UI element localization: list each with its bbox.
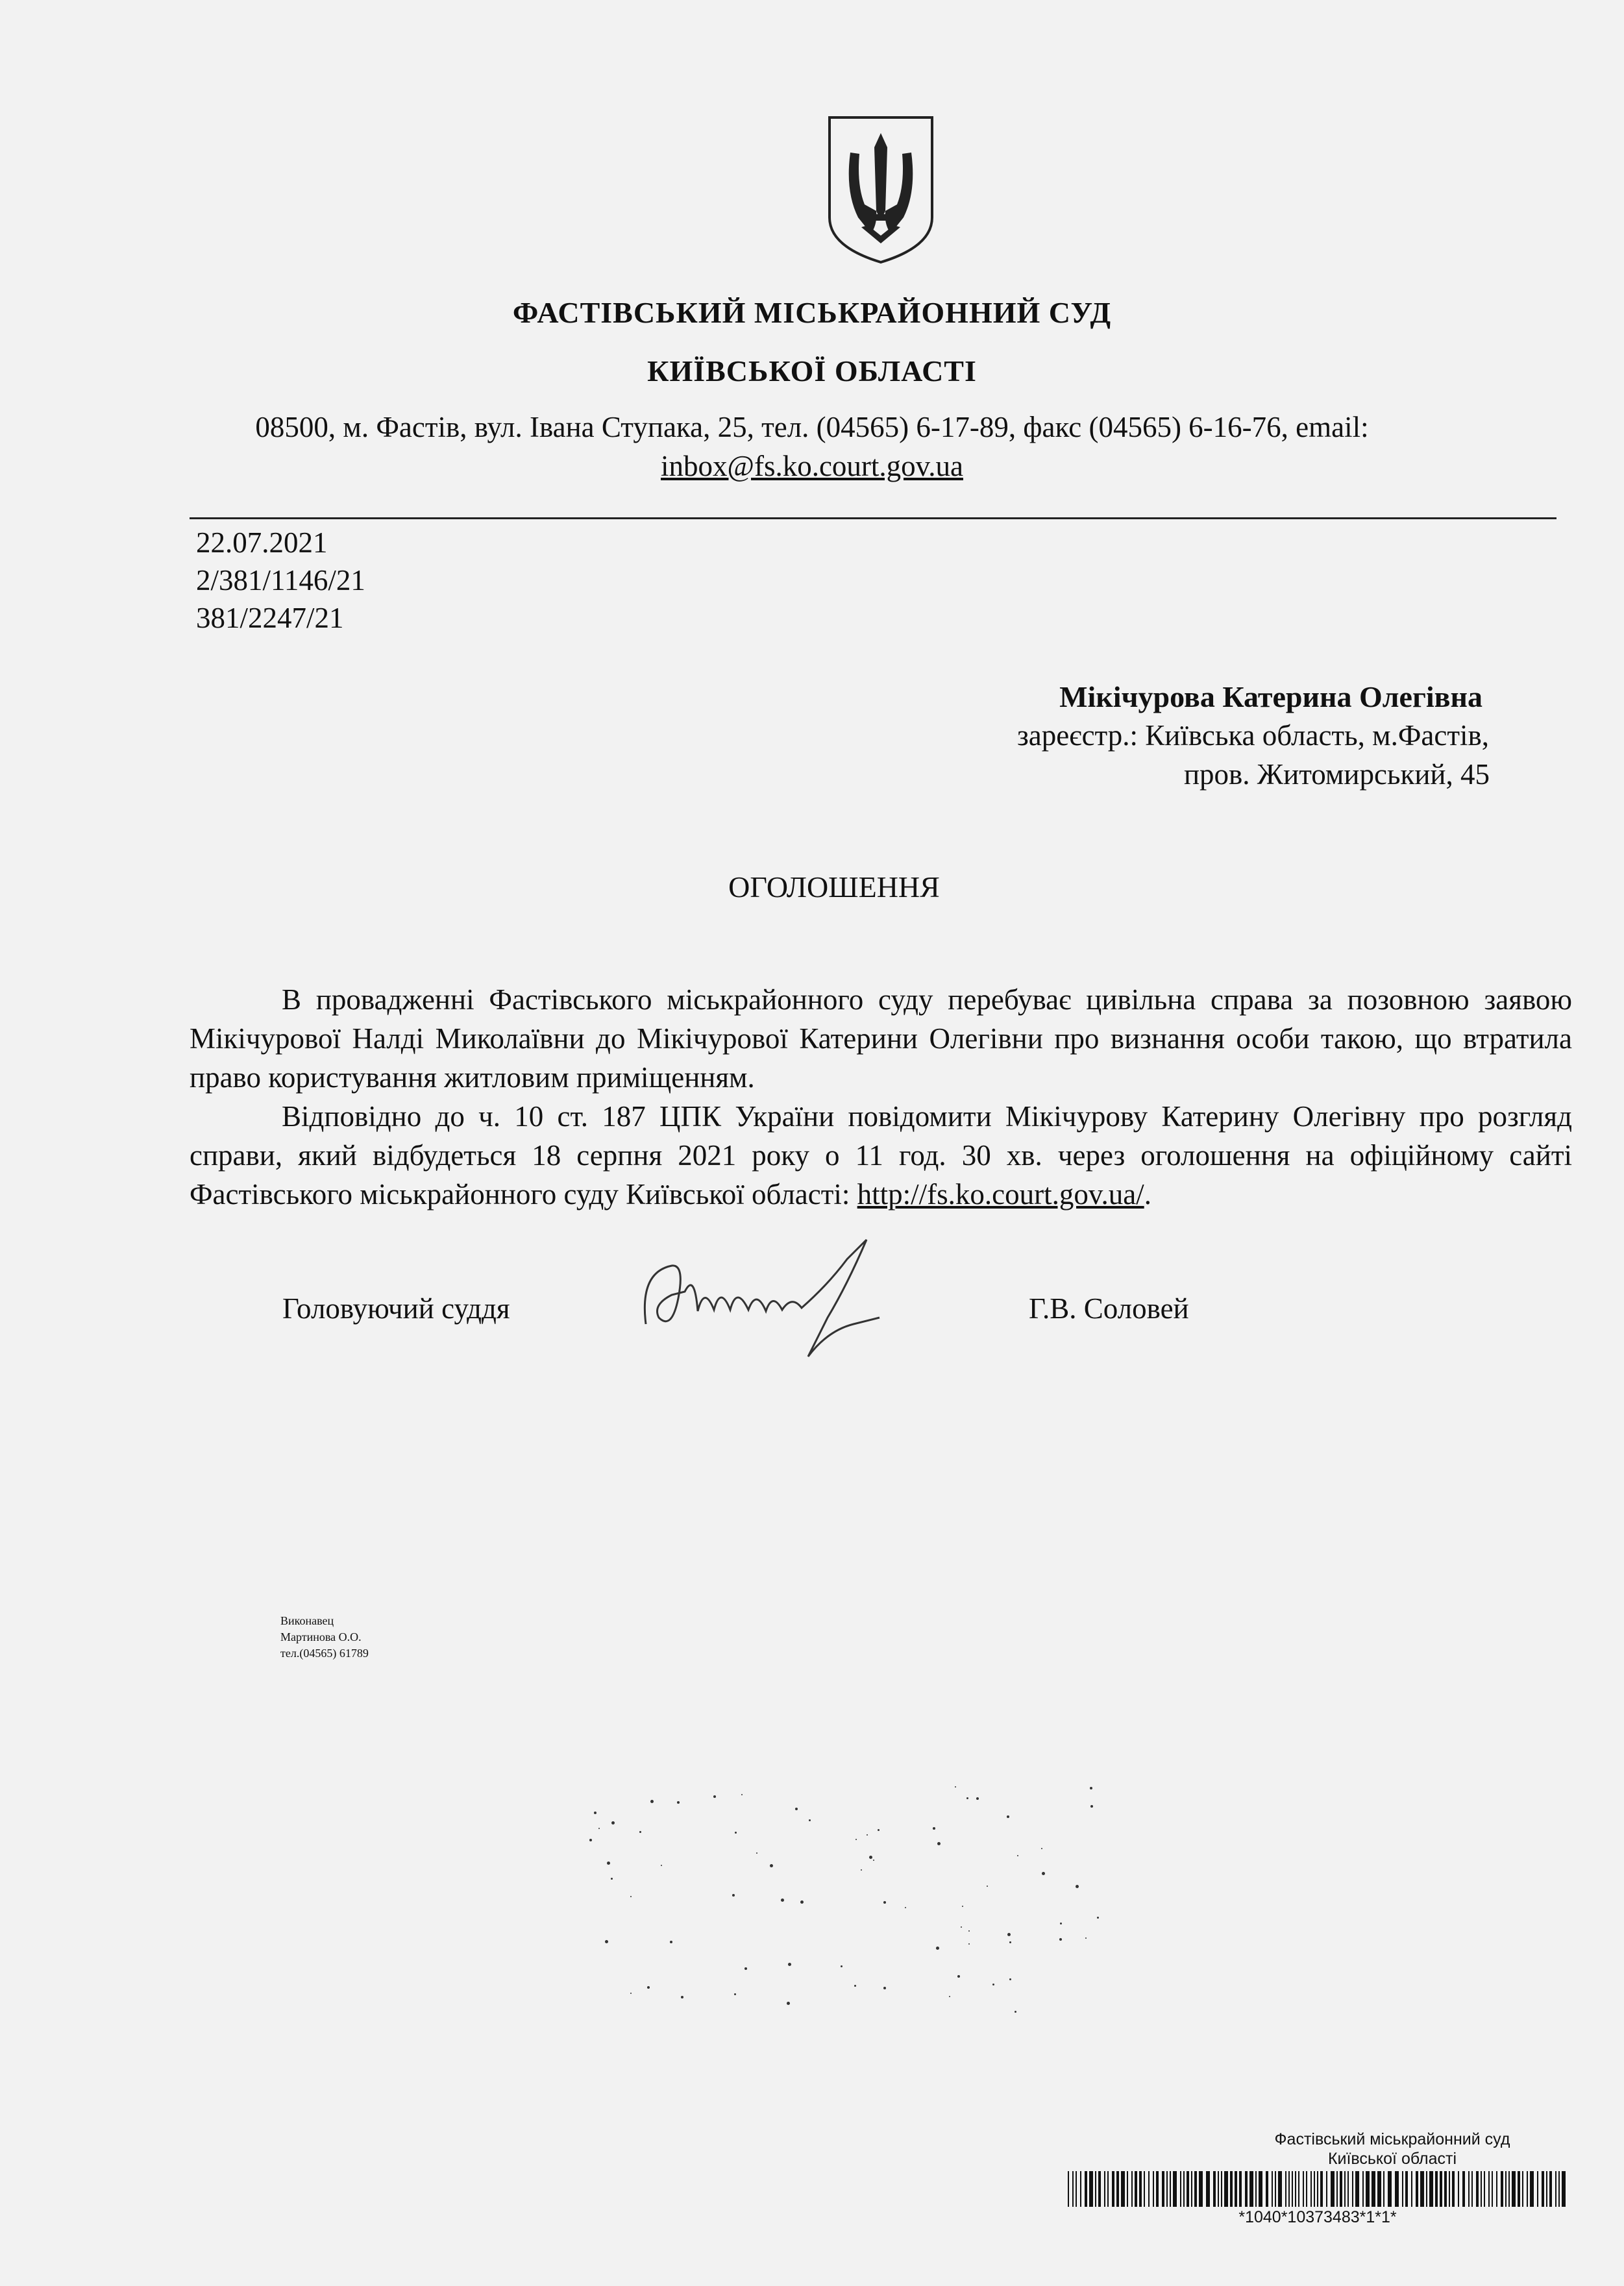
barcode-bar — [1501, 2171, 1503, 2207]
barcode-bar — [1068, 2171, 1069, 2207]
barcode-bar — [1383, 2171, 1384, 2207]
barcode-bar — [1127, 2171, 1128, 2207]
scan-speck — [735, 1832, 737, 1834]
tryzub-emblem-icon — [826, 114, 936, 266]
barcode-bar — [1476, 2171, 1479, 2207]
court-name: ФАСТІВСЬКИЙ МІСЬКРАЙОННИЙ СУД — [512, 296, 1112, 329]
body-paragraph-2-text: Відповідно до ч. 10 ст. 187 ЦПК України повідомити Мікічурову Катерину Олегівну про розгляд справи, який відбудеться 18 серпня 2021 року о 11 год. 30 хв. через оголошення на офіційному сайті Фастівського міськрайонного суду Київської області: — [190, 1100, 1572, 1211]
barcode-bar — [1458, 2171, 1459, 2207]
barcode-bar — [1429, 2171, 1433, 2207]
scan-speck — [869, 1856, 872, 1859]
barcode-bar — [1249, 2171, 1253, 2207]
barcode-bar — [1278, 2171, 1282, 2207]
scan-speck — [976, 1797, 979, 1800]
barcode-bar — [1355, 2171, 1359, 2207]
barcode-bar — [1292, 2171, 1293, 2207]
barcode-bar — [1275, 2171, 1276, 2207]
barcode-bar — [1285, 2171, 1286, 2207]
barcode-bar — [1518, 2171, 1520, 2207]
barcode-bar — [1331, 2171, 1335, 2207]
barcode-bar — [1420, 2171, 1424, 2207]
court-address: 08500, м. Фастів, вул. Івана Ступака, 25, тел. (04565) 6-17-89, факс (04565) 6-16-76, email: — [255, 411, 1369, 443]
recipient-name: Мікічурова Катерина Олегівна — [1059, 680, 1483, 713]
barcode-bar — [1388, 2171, 1392, 2207]
barcode-bar — [1372, 2171, 1375, 2207]
scan-speck — [992, 1984, 994, 1985]
scan-speck — [605, 1940, 608, 1943]
barcode-bar — [1224, 2171, 1228, 2207]
barcode-bar — [1558, 2171, 1560, 2207]
barcode-bar — [1187, 2171, 1189, 2207]
scan-speck — [966, 1797, 968, 1799]
scan-speck — [607, 1862, 610, 1865]
scan-speck — [855, 1839, 857, 1840]
barcode-bar — [1139, 2171, 1142, 2207]
scan-speck — [854, 1985, 856, 1987]
scan-speck — [955, 1786, 956, 1788]
case-number: 2/381/1146/21 — [196, 564, 365, 596]
barcode-bar — [1107, 2171, 1109, 2207]
barcode-bar — [1546, 2171, 1547, 2207]
barcode-bar — [1148, 2171, 1150, 2207]
stamp-court-name: Фастівський міськрайонний суд — [1274, 2130, 1510, 2148]
scan-speck — [1097, 1917, 1099, 1919]
barcode-bar — [1131, 2171, 1133, 2207]
barcode-bar — [1537, 2171, 1538, 2207]
scan-speck — [1017, 1855, 1018, 1856]
barcode-bar — [1326, 2171, 1327, 2207]
scan-speck — [681, 1996, 683, 1998]
barcode-bar — [1213, 2171, 1216, 2207]
barcode — [1068, 2171, 1568, 2207]
scan-speck — [713, 1795, 716, 1798]
barcode-bar — [1492, 2171, 1493, 2207]
body-paragraph-1: В провадженні Фастівського міськрайонного суду перебуває цивільна справа за позовною заявою Мікічурової Налді Миколаївни до Мікічурової Катерини Олегівни про визнання особи такою, що втратила право користування житловим приміщенням. — [190, 983, 1572, 1094]
barcode-bar — [1153, 2171, 1154, 2207]
scan-speck — [1041, 1848, 1042, 1849]
barcode-bar — [1402, 2171, 1403, 2207]
barcode-bar — [1116, 2171, 1119, 2207]
barcode-bar — [1310, 2171, 1312, 2207]
barcode-bar — [1183, 2171, 1185, 2207]
barcode-bar — [1512, 2171, 1516, 2207]
scan-speck — [883, 1901, 886, 1904]
barcode-bar — [1173, 2171, 1177, 2207]
barcode-bar — [1377, 2171, 1381, 2207]
barcode-bar — [1484, 2171, 1485, 2207]
court-website-link[interactable]: http://fs.ko.court.gov.ua/ — [857, 1178, 1144, 1211]
scan-speck — [809, 1819, 811, 1821]
scan-speck — [1060, 1923, 1062, 1924]
scan-speck — [589, 1839, 592, 1841]
barcode-bar — [1221, 2171, 1222, 2207]
scan-speck — [734, 1993, 736, 1995]
barcode-bar — [1259, 2171, 1262, 2207]
scan-speck — [639, 1831, 641, 1833]
scan-speck — [905, 1907, 906, 1908]
barcode-bar — [1347, 2171, 1349, 2207]
barcode-bar — [1162, 2171, 1164, 2207]
barcode-bar — [1340, 2171, 1342, 2207]
scan-speck — [611, 1878, 613, 1880]
barcode-bar — [1508, 2171, 1510, 2207]
scan-speck — [630, 1896, 632, 1897]
scan-speck — [788, 1963, 791, 1966]
barcode-bar — [1411, 2171, 1412, 2207]
barcode-number: *1040*10373483*1*1* — [1238, 2208, 1397, 2226]
court-email-line — [0, 449, 1624, 483]
barcode-bar — [1266, 2171, 1268, 2207]
scan-speck — [936, 1947, 939, 1950]
barcode-bar — [1444, 2171, 1447, 2207]
executor-name: Мартинова О.О. — [280, 1630, 362, 1643]
scan-speck — [1090, 1805, 1093, 1808]
document-date: 22.07.2021 — [196, 526, 328, 559]
barcode-bar — [1170, 2171, 1171, 2207]
barcode-bar — [1104, 2171, 1105, 2207]
barcode-bar — [1288, 2171, 1290, 2207]
scan-speck — [1059, 1938, 1062, 1941]
scan-speck — [1009, 1978, 1011, 1980]
scan-speck — [968, 1930, 970, 1932]
stamp-court-region: Київської області — [1327, 2150, 1457, 2168]
barcode-bar — [1362, 2171, 1364, 2207]
barcode-bar — [1306, 2171, 1307, 2207]
barcode-bar — [1562, 2171, 1566, 2207]
barcode-bar — [1298, 2171, 1299, 2207]
scan-speck — [800, 1900, 804, 1904]
barcode-bar — [1468, 2171, 1470, 2207]
scan-speck — [987, 1886, 988, 1887]
barcode-bar — [1352, 2171, 1353, 2207]
scan-speck — [787, 2002, 790, 2005]
scan-speck — [883, 1987, 886, 1989]
scan-speck — [781, 1899, 784, 1902]
scan-speck — [630, 1993, 632, 1994]
barcode-bar — [1496, 2171, 1497, 2207]
scan-speck — [861, 1869, 862, 1871]
barcode-bar — [1295, 2171, 1296, 2207]
court-email-link[interactable]: inbox@fs.ko.court.gov.ua — [661, 450, 963, 482]
barcode-bar — [1076, 2171, 1077, 2207]
barcode-bar — [1166, 2171, 1168, 2207]
barcode-bar — [1272, 2171, 1273, 2207]
barcode-bar — [1344, 2171, 1346, 2207]
scan-speck — [756, 1852, 757, 1854]
barcode-bar — [1336, 2171, 1338, 2207]
barcode-bar — [1481, 2171, 1482, 2207]
barcode-bar — [1072, 2171, 1074, 2207]
scan-speck — [611, 1821, 615, 1825]
barcode-bar — [1235, 2171, 1237, 2207]
barcode-bar — [1449, 2171, 1450, 2207]
scan-speck — [1090, 1787, 1092, 1789]
barcode-bar — [1180, 2171, 1181, 2207]
barcode-bar — [1426, 2171, 1427, 2207]
barcode-bar — [1314, 2171, 1315, 2207]
court-region: КИЇВСЬКОЇ ОБЛАСТІ — [647, 354, 977, 387]
scan-speck — [968, 1943, 970, 1945]
proceeding-number: 381/2247/21 — [196, 602, 344, 634]
scan-speck — [878, 1829, 880, 1831]
scan-speck — [962, 1906, 963, 1907]
barcode-bar — [1089, 2171, 1093, 2207]
scan-speck — [677, 1801, 680, 1804]
scan-speck — [647, 1986, 650, 1989]
executor-phone: тел.(04565) 61789 — [280, 1647, 369, 1660]
scan-speck — [1009, 1941, 1011, 1943]
barcode-bar — [1471, 2171, 1473, 2207]
barcode-bar — [1320, 2171, 1323, 2207]
handwritten-signature — [633, 1233, 918, 1363]
barcode-bar — [1098, 2171, 1101, 2207]
scan-speck — [1076, 1885, 1079, 1888]
barcode-bar — [1542, 2171, 1544, 2207]
scan-speck — [1085, 1937, 1087, 1939]
barcode-bar — [1121, 2171, 1125, 2207]
barcode-bar — [1366, 2171, 1370, 2207]
scan-speck — [770, 1864, 773, 1867]
barcode-bar — [1530, 2171, 1534, 2207]
barcode-bar — [1112, 2171, 1114, 2207]
judge-role: Головуючий суддя — [282, 1292, 510, 1325]
scan-speck — [1042, 1872, 1045, 1875]
recipient-address-line1: зареєстр.: Київська область, м.Фастів, — [1017, 719, 1489, 752]
barcode-bar — [1527, 2171, 1528, 2207]
scan-speck — [957, 1975, 960, 1978]
barcode-bar — [1505, 2171, 1507, 2207]
barcode-bar — [1085, 2171, 1087, 2207]
scan-speck — [650, 1800, 654, 1803]
executor-label: Виконавец — [280, 1614, 334, 1627]
scan-speck — [949, 1996, 950, 1997]
barcode-bar — [1080, 2171, 1081, 2207]
scan-speck — [961, 1926, 962, 1928]
scan-speck — [661, 1865, 662, 1866]
scan-speck — [744, 1967, 747, 1970]
body-paragraph-2 — [190, 1097, 1572, 1214]
notice-heading: ОГОЛОШЕННЯ — [728, 870, 940, 903]
scan-speck — [741, 1794, 743, 1795]
body-paragraph-2-end: . — [1144, 1178, 1151, 1211]
barcode-bar — [1239, 2171, 1242, 2207]
barcode-bar — [1488, 2171, 1490, 2207]
barcode-bar — [1452, 2171, 1455, 2207]
barcode-bar — [1317, 2171, 1318, 2207]
barcode-bar — [1435, 2171, 1438, 2207]
recipient-address-line2: пров. Житомирський, 45 — [1183, 758, 1490, 791]
barcode-bar — [1218, 2171, 1219, 2207]
scan-speck — [732, 1894, 735, 1897]
barcode-bar — [1555, 2171, 1556, 2207]
scan-speck — [670, 1941, 672, 1943]
scan-speck — [598, 1828, 600, 1829]
barcode-bar — [1440, 2171, 1442, 2207]
barcode-bar — [1245, 2171, 1248, 2207]
barcode-bar — [1462, 2171, 1465, 2207]
barcode-bar — [1206, 2171, 1210, 2207]
notice-body — [190, 980, 1572, 1214]
scan-speck — [937, 1842, 941, 1845]
barcode-bar — [1194, 2171, 1197, 2207]
barcode-bar — [1199, 2171, 1203, 2207]
judge-name: Г.В. Соловей — [1029, 1292, 1189, 1325]
scan-speck — [1007, 1933, 1011, 1936]
barcode-bar — [1416, 2171, 1418, 2207]
barcode-bar — [1191, 2171, 1192, 2207]
barcode-bar — [1522, 2171, 1523, 2207]
scan-speck — [1007, 1815, 1009, 1818]
barcode-bar — [1255, 2171, 1257, 2207]
barcode-bar — [1405, 2171, 1408, 2207]
scan-speck — [795, 1808, 798, 1810]
header-divider — [190, 517, 1556, 519]
barcode-bar — [1230, 2171, 1233, 2207]
barcode-bar — [1135, 2171, 1137, 2207]
scan-speck — [841, 1965, 843, 1967]
scan-speck — [1015, 2011, 1016, 2013]
scan-speck — [594, 1812, 597, 1814]
barcode-bar — [1095, 2171, 1096, 2207]
barcode-bar — [1549, 2171, 1552, 2207]
barcode-bar — [1303, 2171, 1304, 2207]
scan-speck — [933, 1827, 935, 1830]
barcode-bar — [1144, 2171, 1145, 2207]
barcode-bar — [1395, 2171, 1399, 2207]
scan-speck — [867, 1834, 868, 1836]
scan-speck — [873, 1860, 874, 1861]
barcode-bar — [1156, 2171, 1159, 2207]
